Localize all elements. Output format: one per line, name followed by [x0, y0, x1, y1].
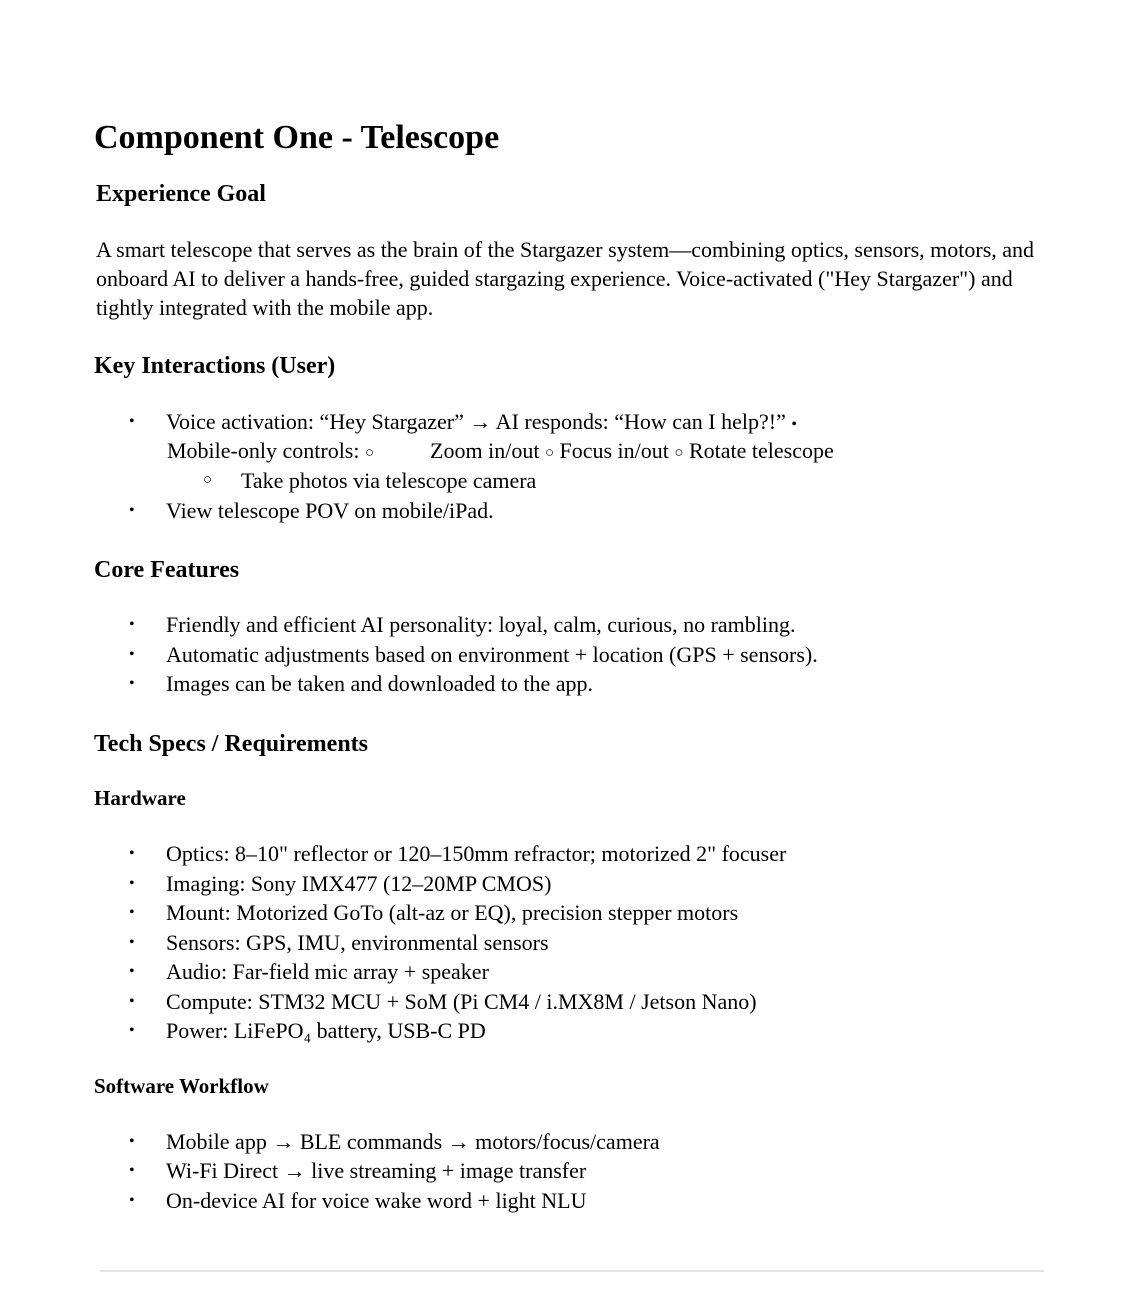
- list-bullet: •: [129, 1192, 135, 1209]
- voice-activation-text: Voice activation: “Hey Stargazer” → AI responds: “How can I help?!”: [166, 409, 786, 434]
- core-feature-item: Friendly and efficient AI personality: loyal, calm, curious, no rambling.: [166, 612, 796, 637]
- list-bullet: •: [129, 904, 135, 921]
- bottom-divider: [100, 1270, 1044, 1272]
- list-bullet: •: [129, 413, 135, 430]
- page-title: Component One - Telescope: [94, 119, 500, 156]
- list-bullet: •: [129, 1162, 135, 1179]
- list-bullet: •: [129, 646, 135, 663]
- hardware-item: Mount: Motorized GoTo (alt-az or EQ), precision stepper motors: [166, 900, 739, 925]
- hardware-item: Compute: STM32 MCU + SoM (Pi CM4 / i.MX8M / Jetson Nano): [166, 989, 757, 1014]
- list-bullet: •: [129, 1022, 135, 1039]
- software-item: On-device AI for voice wake word + light NLU: [166, 1188, 587, 1213]
- sub-bullet-circle: ○: [203, 472, 213, 488]
- list-bullet: •: [129, 1133, 135, 1150]
- hardware-item: Optics: 8–10" reflector or 120–150mm refractor; motorized 2" focuser: [166, 841, 787, 866]
- hardware-item: Audio: Far-field mic array + speaker: [166, 959, 489, 984]
- list-bullet: •: [129, 963, 135, 980]
- list-bullet: •: [129, 934, 135, 951]
- experience-goal-text: A smart telescope that serves as the brain of the Stargazer system—combining optics, sensors, motors, and onboard AI to deliver a hands-free, guided stargazing experience. Voice-activated ("Hey Stargazer") and tightly integrated with the mobile app.: [96, 237, 1035, 320]
- sub-bullet-circle: ○: [674, 445, 684, 461]
- list-bullet: •: [129, 845, 135, 862]
- experience-goal-heading: Experience Goal: [96, 181, 266, 207]
- focus-control-text: Focus in/out: [559, 438, 669, 463]
- take-photos-item: Take photos via telescope camera: [241, 468, 537, 493]
- rotate-control-text: Rotate telescope: [688, 438, 834, 463]
- software-workflow-heading: Software Workflow: [94, 1074, 269, 1098]
- list-bullet: •: [129, 502, 135, 519]
- inline-bullet: •: [791, 416, 797, 433]
- software-item: Mobile app → BLE commands → motors/focus/camera: [166, 1129, 660, 1154]
- hardware-item: Sensors: GPS, IMU, environmental sensors: [166, 930, 549, 955]
- core-feature-item: Images can be taken and downloaded to the app.: [166, 671, 594, 696]
- sub-bullet-circle: ○: [364, 445, 375, 461]
- mobile-controls-label: Mobile-only controls:: [167, 438, 360, 463]
- core-features-heading: Core Features: [94, 557, 240, 583]
- hardware-item: Imaging: Sony IMX477 (12–20MP CMOS): [166, 871, 552, 896]
- list-bullet: •: [129, 616, 135, 633]
- hardware-item: Power: LiFePO₄ battery, USB-C PD: [166, 1018, 486, 1043]
- mobile-controls-item: [167, 436, 834, 468]
- tech-specs-heading: Tech Specs / Requirements: [94, 731, 369, 757]
- list-bullet: •: [129, 993, 135, 1010]
- pov-item: View telescope POV on mobile/iPad.: [166, 498, 494, 523]
- list-bullet: •: [129, 675, 135, 692]
- zoom-control-text: Zoom in/out: [430, 438, 540, 463]
- core-feature-item: Automatic adjustments based on environment + location (GPS + sensors).: [166, 642, 818, 667]
- hardware-heading: Hardware: [94, 786, 186, 810]
- sub-bullet-circle: ○: [544, 445, 554, 461]
- software-item: Wi-Fi Direct → live streaming + image transfer: [166, 1158, 587, 1183]
- voice-activation-item: [166, 407, 797, 439]
- list-bullet: •: [129, 875, 135, 892]
- key-interactions-heading: Key Interactions (User): [94, 353, 336, 379]
